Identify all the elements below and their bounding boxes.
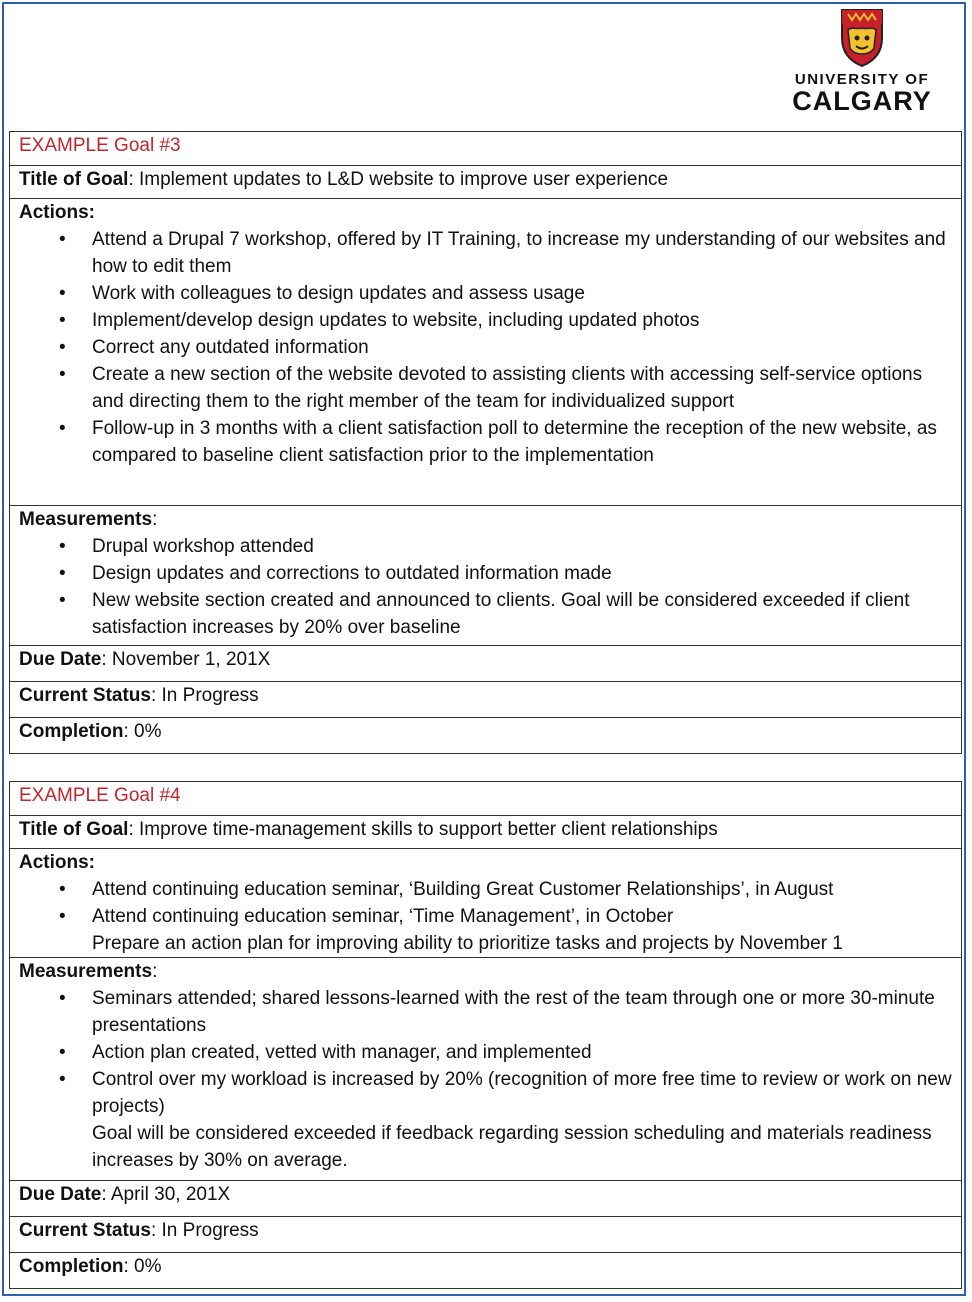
actions-label: Actions: xyxy=(19,852,95,873)
measurements-section: Measurements: • Seminars attended; shared lessons-learned with the rest of the team through one or more 30-minute presentations • Action plan created, vetted with manager, and implemented • Control over my workload is increased by 20% (recognition of more free time to review or work on new projects) Goal will be considered exceeded if feedback regarding session scheduling and materials readiness increases by 30% on average. xyxy=(10,958,962,1181)
crest-icon xyxy=(838,8,886,68)
university-logo xyxy=(792,8,932,114)
due-date-value: : November 1, 201X xyxy=(101,649,271,670)
completion-label: Completion xyxy=(19,1256,124,1277)
list-item: Goal will be considered exceeded if feedback regarding session scheduling and materials readiness increases by 30% on average. xyxy=(92,1123,932,1171)
goal-title-row xyxy=(10,816,962,849)
completion-label: Completion xyxy=(19,721,124,742)
status-row xyxy=(10,682,962,718)
status-value: : In Progress xyxy=(150,685,259,706)
actions-label: Actions: xyxy=(19,202,95,223)
actions-section xyxy=(10,199,962,506)
list-item: • Design updates and corrections to outdated information made xyxy=(92,560,952,587)
actions-list xyxy=(19,226,952,469)
goal-table-4 xyxy=(9,781,962,1289)
measurements-label: Measurements xyxy=(19,961,153,982)
actions-section xyxy=(10,849,962,958)
list-item: • Create a new section of the website devoted to assisting clients with accessing self-service options and directing them to the right member of the team for individualized support xyxy=(92,361,952,415)
actions-list xyxy=(19,876,952,957)
due-date-label: Due Date xyxy=(19,1184,102,1205)
completion-row xyxy=(10,1253,962,1289)
list-item: • Attend a Drupal 7 workshop, offered by IT Training, to increase my understanding of our websites and how to edit them xyxy=(92,226,952,280)
due-date-row xyxy=(10,646,962,682)
title-value: : Implement updates to L&D website to improve user experience xyxy=(128,169,669,190)
list-item: • Work with colleagues to design updates and assess usage xyxy=(92,280,952,307)
logo-text-university: UNIVERSITY OF xyxy=(794,71,930,88)
completion-value: : 0% xyxy=(123,721,162,742)
title-label: Title of Goal xyxy=(19,819,129,840)
list-item: • Follow-up in 3 months with a client satisfaction poll to determine the reception of the new website, as compared to baseline client satisfaction prior to the implementation xyxy=(92,415,952,469)
list-item: Prepare an action plan for improving ability to prioritize tasks and projects by November 1 xyxy=(92,933,843,954)
due-date-value: : April 30, 201X xyxy=(101,1184,231,1205)
list-item: • Attend continuing education seminar, ‘Building Great Customer Relationships’, in August xyxy=(92,876,952,903)
completion-value: : 0% xyxy=(123,1256,162,1277)
status-row xyxy=(10,1217,962,1253)
goal-table-3 xyxy=(9,131,962,754)
goal-title-row xyxy=(10,166,962,199)
measurements-list xyxy=(19,985,952,1174)
due-date-label: Due Date xyxy=(19,649,102,670)
goal-header: EXAMPLE Goal #3 xyxy=(10,132,962,166)
list-item: • Seminars attended; shared lessons-learned with the rest of the team through one or more 30-minute presentations xyxy=(92,985,952,1039)
list-item: • Correct any outdated information xyxy=(92,334,952,361)
measurements-list xyxy=(19,533,952,641)
status-label: Current Status xyxy=(19,1220,151,1241)
list-item: • Action plan created, vetted with manager, and implemented xyxy=(92,1039,952,1066)
status-label: Current Status xyxy=(19,685,151,706)
measurements-label: Measurements xyxy=(19,509,153,530)
title-value: : Improve time-management skills to support better client relationships xyxy=(128,819,718,840)
goal-header: EXAMPLE Goal #4 xyxy=(10,782,962,816)
list-item: • Drupal workshop attended xyxy=(92,533,952,560)
completion-row xyxy=(10,718,962,754)
measurements-section: Measurements: • Drupal workshop attended • Design updates and corrections to outdated information made • New website section created and announced to clients. Goal will be considered exceeded if client satisfaction increases by 20% over baseline xyxy=(10,506,962,646)
status-value: : In Progress xyxy=(150,1220,259,1241)
logo-text-calgary: CALGARY xyxy=(792,86,932,116)
list-item: • Implement/develop design updates to website, including updated photos xyxy=(92,307,952,334)
list-item: • Control over my workload is increased by 20% (recognition of more free time to review or work on new projects) xyxy=(92,1066,952,1120)
title-label: Title of Goal xyxy=(19,169,129,190)
list-item: • Attend continuing education seminar, ‘Time Management’, in October xyxy=(92,903,952,930)
due-date-row xyxy=(10,1181,962,1217)
list-item: • New website section created and announced to clients. Goal will be considered exceeded if client satisfaction increases by 20% over baseline xyxy=(92,587,952,641)
